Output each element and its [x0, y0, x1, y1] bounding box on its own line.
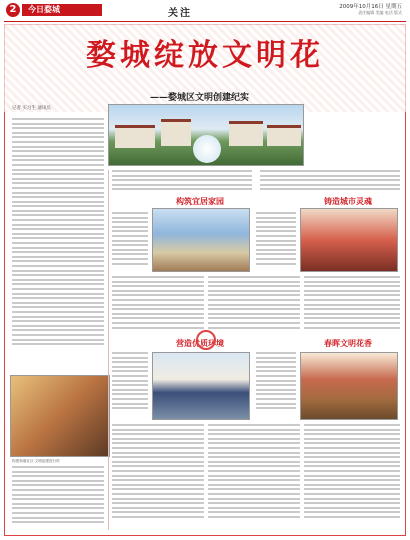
headline: 婺城绽放文明花	[86, 38, 324, 73]
left-lower-text	[12, 466, 104, 534]
body-text	[256, 352, 296, 420]
body-text	[256, 212, 296, 272]
photo-caption: 构建和谐社区 文明创建进行时	[12, 459, 60, 463]
body-text	[112, 424, 204, 532]
building	[161, 119, 191, 146]
body-text	[260, 170, 400, 194]
section-heading: 铸造城市灵魂	[324, 197, 372, 206]
lead-photo	[108, 104, 304, 166]
body-text	[208, 424, 300, 532]
police-photo	[152, 352, 250, 420]
body-text	[112, 212, 148, 272]
body-text	[208, 276, 300, 334]
section-title: 关注	[168, 8, 192, 19]
section-heading: 营造优质环境	[176, 339, 224, 348]
section-heading: 构筑宜居家园	[176, 197, 224, 206]
community-photo	[10, 375, 110, 457]
building	[115, 125, 155, 148]
fountain	[193, 135, 221, 163]
performance-photo	[300, 208, 398, 272]
body-text	[304, 276, 400, 334]
intro-text-column	[12, 118, 104, 368]
issue-date: 2009年10月16日 星期五	[339, 4, 402, 10]
decorative-circle	[196, 330, 216, 350]
header-rule	[4, 21, 406, 22]
body-text	[112, 352, 148, 420]
header-info: 责任编辑 美编 电话 版式	[358, 10, 402, 15]
building	[267, 125, 301, 146]
building	[229, 121, 263, 146]
page-header	[0, 0, 410, 22]
paper-name: 今日婺城	[22, 4, 102, 16]
subheadline: ——婺城区文明创建纪实	[150, 93, 250, 103]
body-text	[112, 276, 204, 334]
body-text	[112, 170, 252, 194]
section-heading: 春晖文明花香	[324, 339, 372, 348]
residents-photo	[152, 208, 250, 272]
body-text	[304, 424, 400, 532]
volunteers-photo	[300, 352, 398, 420]
byline: 记者 实习生 通讯员	[12, 106, 51, 111]
column-divider	[108, 170, 109, 530]
page-number: 2	[6, 3, 20, 17]
